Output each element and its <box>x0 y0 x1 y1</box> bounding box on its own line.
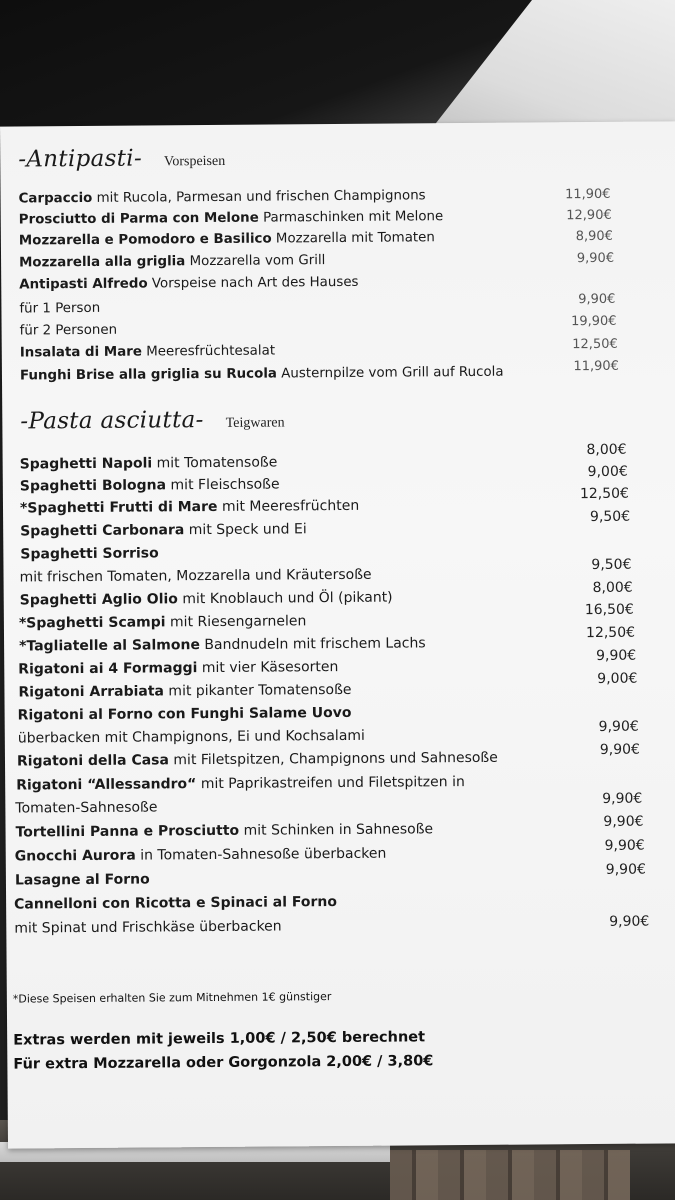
item-description: mit Paprikastreifen und Filetspitzen in <box>196 774 465 793</box>
menu-item <box>6 867 675 894</box>
item-description: Vorspeise nach Art des Hauses <box>147 274 359 292</box>
item-name: Prosciutto di Parma con Melone <box>18 210 259 228</box>
item-description: Meeresfrüchtesalat <box>141 343 276 360</box>
item-description: Mozzarella vom Grill <box>185 253 326 270</box>
item-description: mit Meeresfrüchten <box>217 497 360 515</box>
item-name: Antipasti Alfredo <box>19 276 148 293</box>
item-price: 16,50€ <box>584 601 634 619</box>
item-description: mit pikanter Tomatensoße <box>163 681 352 700</box>
item-description: Tomaten-Sahnesoße <box>15 799 158 817</box>
item-price: 9,90€ <box>604 837 645 854</box>
item-description: mit frischen Tomaten, Mozzarella und Kräutersoße <box>19 566 372 586</box>
item-price: 12,50€ <box>585 624 636 642</box>
item-name: *Spaghetti Scampi <box>18 614 166 632</box>
item-price: 12,90€ <box>566 207 612 224</box>
item-name: Spaghetti Sorriso <box>20 545 159 563</box>
item-price: 19,90€ <box>571 313 617 330</box>
antipasti-heading <box>18 145 225 173</box>
antipasti-title: -Antipasti- <box>18 145 143 173</box>
item-name: Rigatoni della Casa <box>16 752 169 770</box>
item-price: 9,90€ <box>576 250 615 267</box>
item-name: Mozzarella e Pomodoro e Basilico <box>18 231 272 249</box>
item-description: mit Rucola, Parmesan und frischen Champignons <box>92 188 426 206</box>
item-description: mit Fleischsoße <box>166 476 280 494</box>
item-price: 9,00€ <box>597 670 638 687</box>
item-price: 9,90€ <box>602 790 643 807</box>
item-price: 9,90€ <box>598 718 639 735</box>
item-price: 12,50€ <box>579 485 629 503</box>
item-name: Insalata di Mare <box>19 344 142 361</box>
item-name: Rigatoni Arrabiata <box>18 683 165 701</box>
item-name: Spaghetti Carbonara <box>20 522 185 540</box>
pasta-title: -Pasta asciutta- <box>20 407 204 435</box>
menu-item <box>2 358 675 390</box>
extras-note: Extras werden mit jeweils 1,00€ / 2,50€ berechnet <box>13 1029 426 1049</box>
item-price: 11,90€ <box>573 358 619 375</box>
menu-item <box>6 915 675 942</box>
menu-page <box>0 121 675 1148</box>
item-price: 9,90€ <box>578 291 616 308</box>
antipasti-subtitle: Vorspeisen <box>163 153 226 170</box>
item-name: Rigatoni al Forno con Funghi Salame Uovo <box>17 704 352 724</box>
item-price: 8,00€ <box>592 579 633 597</box>
item-name: *Tagliatelle al Salmone <box>19 637 201 655</box>
item-name: Spaghetti Bologna <box>19 477 167 495</box>
item-price: 9,00€ <box>587 463 628 481</box>
item-description: mit vier Käsesorten <box>197 659 339 677</box>
extras-note: Für extra Mozzarella oder Gorgonzola 2,00€ / 3,80€ <box>13 1053 434 1073</box>
item-price: 9,90€ <box>603 813 644 830</box>
item-description: überbacken mit Champignons, Ei und Kochsalami <box>17 727 365 747</box>
item-name: Lasagne al Forno <box>14 871 150 889</box>
item-price: 8,90€ <box>575 228 613 245</box>
item-name: Rigatoni “Allessandro“ <box>16 776 197 794</box>
item-name: *Spaghetti Frutti di Mare <box>19 498 218 517</box>
menu-item <box>5 748 675 775</box>
item-description: mit Speck und Ei <box>184 521 307 539</box>
item-price: 9,50€ <box>591 556 632 574</box>
item-name: Spaghetti Aglio Olio <box>19 591 178 609</box>
item-name: Carpaccio <box>18 190 93 207</box>
menu-item <box>6 843 675 878</box>
item-description: Bandnudeln mit frischem Lachs <box>199 635 426 654</box>
item-price: 9,90€ <box>609 913 650 930</box>
item-price: 9,90€ <box>599 741 640 758</box>
item-name: Rigatoni ai 4 Formaggi <box>18 660 198 678</box>
item-description: mit Filetspitzen, Champignons und Sahnesoße <box>168 749 498 769</box>
item-description: in Tomaten-Sahnesoße überbacken <box>135 845 387 864</box>
pasta-subtitle: Teigwaren <box>225 415 285 431</box>
item-description: mit Riesengarnelen <box>165 613 307 631</box>
item-name: Spaghetti Napoli <box>19 455 153 473</box>
item-name: Funghi Brise alla griglia su Rucola <box>19 366 277 384</box>
item-price: 9,90€ <box>596 647 637 664</box>
item-description: mit Spinat und Frischkäse überbacken <box>14 918 282 937</box>
item-description: mit Schinken in Sahnesoße <box>239 821 434 839</box>
wooden-board <box>390 1150 630 1200</box>
item-name: Mozzarella alla griglia <box>19 254 186 271</box>
item-name: Cannelloni con Ricotta e Spinaci al Forno <box>14 894 338 913</box>
item-description: Austernpilze vom Grill auf Rucola <box>276 364 504 382</box>
item-description: für 2 Personen <box>19 322 118 339</box>
item-description: Parmaschinken mit Melone <box>258 209 444 226</box>
pasta-heading <box>20 406 284 434</box>
item-price: 12,50€ <box>572 336 618 353</box>
item-price: 9,90€ <box>605 861 646 878</box>
item-description: Mozzarella mit Tomaten <box>271 230 435 247</box>
menu-item <box>6 891 675 918</box>
item-description: mit Knoblauch und Öl (pikant) <box>177 589 393 608</box>
item-description: für 1 Person <box>19 300 101 317</box>
menu-item <box>5 819 675 854</box>
item-price: 8,00€ <box>586 441 627 459</box>
item-price: 11,90€ <box>565 186 611 203</box>
item-price: 9,50€ <box>589 508 631 526</box>
item-name: Gnocchi Aurora <box>14 847 136 865</box>
takeaway-footnote: *Diese Speisen erhalten Sie zum Mitnehmen 1€ günstiger <box>12 990 332 1006</box>
item-name: Tortellini Panna e Prosciutto <box>15 822 240 841</box>
item-description: mit Tomatensoße <box>152 454 278 472</box>
